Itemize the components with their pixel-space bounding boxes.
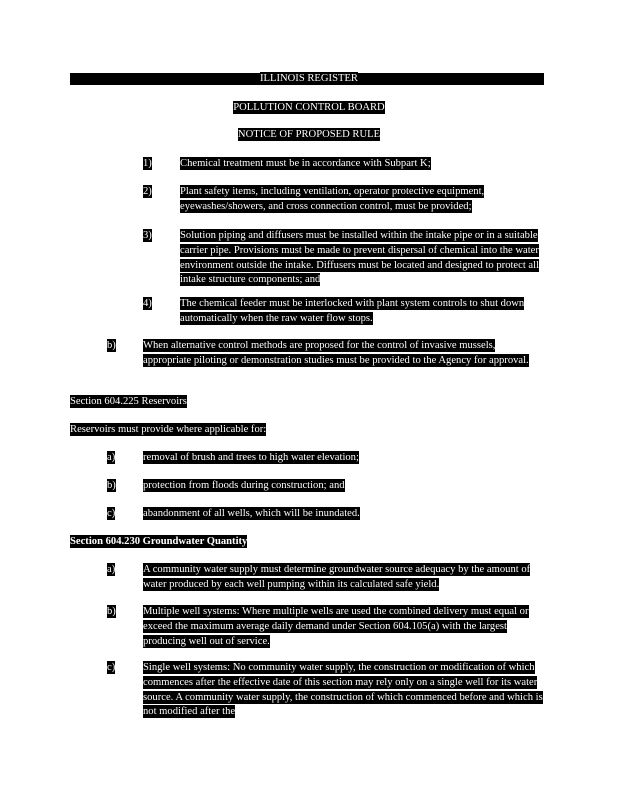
item-1-marker: 1) xyxy=(143,158,152,169)
item-2-text: Plant safety items, including ventilation, operator protective equipment, eyewashes/showers, and cross connection control, must be provided; xyxy=(180,186,485,212)
item-1-text: Chemical treatment must be in accordance with Subpart K; xyxy=(180,158,431,169)
item-b-text: When alternative control methods are proposed for the control of invasive mussels, appropriate piloting or demonstration studies must be provided to the Agency for approval. xyxy=(143,340,529,366)
item-b-marker: b) xyxy=(107,340,116,351)
section-230-item-a-marker: a) xyxy=(107,564,116,575)
section-225-item-c-marker: c) xyxy=(107,508,116,519)
item-3-text: Solution piping and diffusers must be installed within the intake pipe or in a suitable carrier pipe. Provisions must be made to prevent dispersal of chemical into the water environment outside the intake. Diffusers must be located and designed to protect all intake structure components; and xyxy=(180,230,540,286)
section-225-item-b-text: protection from floods during construction; and xyxy=(143,480,345,491)
section-225-item-b-marker: b) xyxy=(107,480,116,491)
section-230-item-b-marker: b) xyxy=(107,606,116,617)
item-4-marker: 4) xyxy=(143,298,152,309)
section-230-item-c-marker: c) xyxy=(107,662,116,673)
section-225-item-a-text: removal of brush and trees to high water elevation; xyxy=(143,452,359,463)
register-title: ILLINOIS REGISTER xyxy=(260,73,358,84)
section-230-item-b-text: Multiple well systems: Where multiple wells are used the combined delivery must equal or exceed the maximum average daily demand under Section 604.105(a) with the largest producing well out of service. xyxy=(143,606,529,647)
section-230-heading: Section 604.230 Groundwater Quantity xyxy=(70,536,248,547)
section-225-heading: Section 604.225 Reservoirs xyxy=(70,396,187,407)
notice-title: NOTICE OF PROPOSED RULE xyxy=(237,129,381,140)
board-title: POLLUTION CONTROL BOARD xyxy=(233,102,385,113)
item-3-marker: 3) xyxy=(143,230,152,241)
item-2-marker: 2) xyxy=(143,186,152,197)
section-230-item-a-text: A community water supply must determine groundwater source adequacy by the amount of water produced by each well pumping within its calculated safe yield. xyxy=(143,564,531,590)
item-4-text: The chemical feeder must be interlocked with plant system controls to shut down automatically when the raw water flow stops. xyxy=(180,298,525,324)
section-225-item-a-marker: a) xyxy=(107,452,116,463)
section-225-item-c-text: abandonment of all wells, which will be inundated. xyxy=(143,508,360,519)
section-225-intro: Reservoirs must provide where applicable for: xyxy=(70,424,267,435)
section-230-item-c-text: Single well systems: No community water supply, the construction or modification of which commences after the effective date of this section may rely only on a single well for its water source. A community water supply, the construction of which commenced before and which is not modified after the xyxy=(143,662,543,718)
